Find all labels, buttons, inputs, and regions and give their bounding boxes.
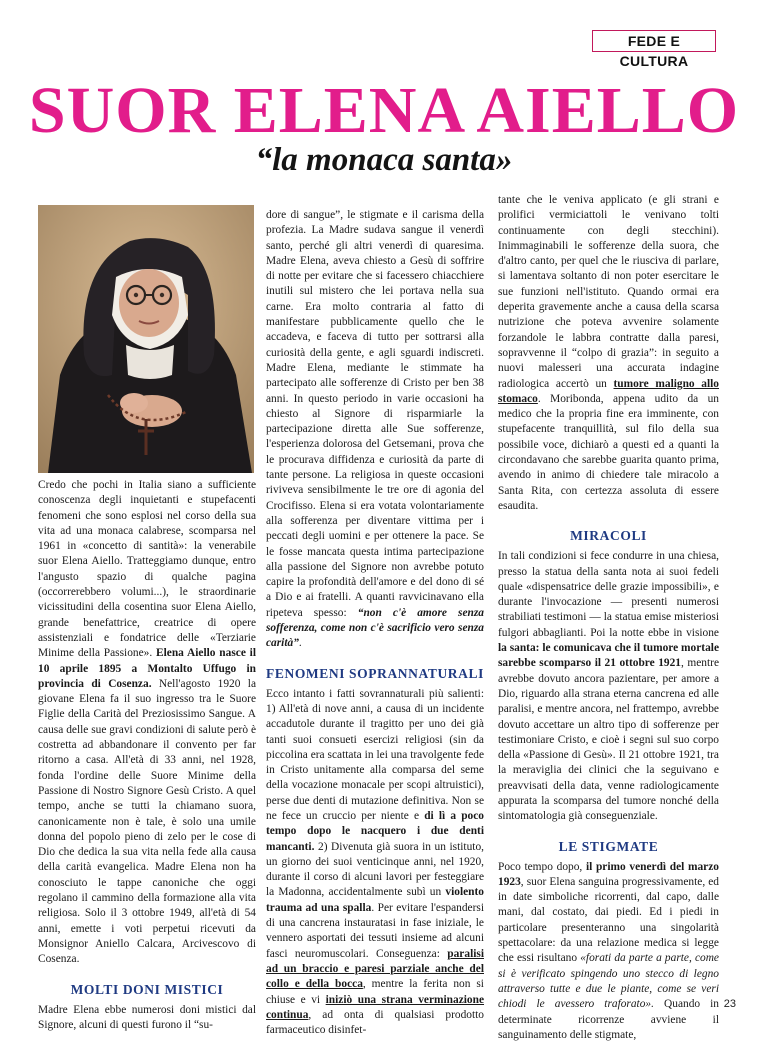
section-heading: FENOMENI SOPRANNATURALI: [266, 665, 484, 681]
portrait-photo: [38, 205, 254, 473]
paragraph: dore di sangue”, le stigmate e il carisma della profezia. La Madre sudava sangue il venerdì santo, perché gli altri venerdì di quaresima. Madre Elena, aveva chiesto a Gesù di soffrire di notte per evitare che si facessero chiacchiere inutili sul mistero che lei portava nella sua carne. Era molto contraria al fatto di manifestare pubblicamente quello che le accadeva, e faceva di tutto per sottrarsi alla curiosità della gente, e agli sguardi indiscreti. Madre Elena, mediante le stimmate ha partecipato alle sofferenze di Cristo per ben 38 anni. In questo periodo in varie occasioni ha chiesto al Signore di risparmiarle la partecipazione diretta alle Sue sofferenze, l'esperienza dolorosa del Getsemani, prova che le procurava diffidenza e curiosità da parte di tante persone. La religiosa in queste occasioni riviveva sensibilmente le tre ore di agonia del Crocifisso. Elena si era votata volontariamente alla sofferenza per diventare vittima per i peccati degli uomini e per ottenere la pace. Se le fosse mancata questa intima partecipazione alla passione del Signore non avrebbe potuto capire la profondità dell'amore e del dono di sé a Dio e ai fratelli. A quanti ravvicinavano ella ripeteva spesso: “non c'è amore senza sofferenza, come non c'è sacrificio vero senza carità”.: [266, 209, 484, 650]
paragraph: Madre Elena ebbe numerosi doni mistici dal Signore, alcuni di questi furono il “su-: [38, 1003, 256, 1031]
column-2: [266, 208, 484, 1038]
page-title: SUOR ELENA AIELLO: [28, 74, 740, 147]
section-heading: MOLTI DONI MISTICI: [70, 981, 224, 997]
paragraph: Poco tempo dopo, il primo venerdì del marzo 1923, suor Elena sanguina progressivamente, ed in date simboliche ricorrenti, dal capo, dalle mani, dal costato, dai piedi. Ed i piedi in particolare presenteranno una singolarità spettacolare: da una relazione medica si legge che essi risultano «forati da parte a parte, come si è verificato spingendo uno stecco di legno attraverso tutte e due le piante, come se veri chiodi le avessero traforato». Quando in determinate ricorrenze avviene il sanguinamento delle stigmate,: [498, 860, 719, 1041]
paragraph: In tali condizioni si fece condurre in una chiesa, presso la statua della santa nota ai suoi fedeli quale «dispensatrice delle grazie impossibili», e durante l'invocazione — presenti numerosi strabiliati testimoni — la statua emise misteriosi fulgori abbaglianti. Poi la notte ebbe in visione la santa: le comunicava che il tumore mortale sarebbe scomparso il 21 ottobre 1921, mentre avrebbe dovuto ancora pazientare, per amore a Dio, riguardo alla strana eterna cancrena ed alle paralisi, e mentre ancora, nel frattempo, avrebbe dovuto accettare un altro tipo di sofferenze per testimoniare Cristo, e cioè i segni sul suo corpo della «Passione di Gesù». Il 21 ottobre 1921, tra la meraviglia dei clinici che la seguivano e preavvisati della data, venne radiologicamente appurata la scomparsa del tumore nonché della sintomatologia già conseguenziale.: [498, 550, 719, 823]
column-3: [498, 193, 719, 1043]
paragraph: Ecco intanto i fatti sovrannaturali più salienti: 1) All'età di nove anni, a causa di un incidente accadutole durante il tragitto per uno dei già tanti suoi consueti esercizi religiosi (sin da piccolina era scattata in lei una travolgente fede in Cristo unitamente alla comparsa del seme della vocazione monacale per scopi altruistici), perse due denti di mutazione definitiva. Non se ne fece un cruccio per niente e di lì a poco tempo dopo le nacquero i due denti mancanti. 2) Divenuta già suora in un istituto, un giorno dei suoi venticinque anni, nel 1920, durante il corso di alcuni lavori per festeggiare la Madonna, accidentalmente subì un violento trauma ad una spalla. Per evitare l'espandersi di una cancrena instauratasi in fase iniziale, le vennero asportati dei tessuti insieme ad alcuni fasci neuromuscolari. Conseguenza: paralisi ad un braccio e paresi parziale anche del collo e della bocca, mentre la ferita non si chiuse e vi iniziò una strana verminazione continua, ad onta di qualsiasi prodotto farmaceutico disinfet-: [266, 687, 485, 1037]
paragraph: Credo che pochi in Italia siano a sufficiente conoscenza degli inquietanti e stupefacenti fenomeni che sono esplosi nel corso della sua vita ad una monaca calabrese, scomparsa nel 1961 in «concetto di santità»: la venerabile suor Elena Aiello. Tratteggiamo dunque, entro l'angusto spazio di qualche pagina (occorrerebbero volumi...), le straordinarie vicissitudini della cosentina suor Elena Aiello, grande benefattrice, creatrice di opere assistenziali e fondatrice delle «Terziarie Minime della Passione». Elena Aiello nasce il 10 aprile 1895 a Montalto Uffugo in provincia di Cosenza. Nell'agosto 1920 la giovane Elena fa il suo ingresso tra le Suore Figlie della Carità del Preziosissimo Sangue. A causa delle sue gravi condizioni di salute però è costretta ad abbandonare il convento per far ritorno a casa. All'età di 33 anni, nel 1928, fonda l'ordine delle Suore Minime della Passione di Nostro Signore Gesù Cristo. A quel tempo, anche se tutti la chiamano suora, canonicamente non è tale, è solo una umile donna del popolo pieno di zelo per le cose di Dio che dedica la sua vita nella fede alla causa della carità evangelica. Madre Elena non ha conosciuto le tappe canoniche che oggi regolano il cammino della formazione alla vita religiosa. Solo il 3 ottobre 1949, all'età di 54 anni, emette i voti perpetui ricevuti da Monsignor Aniello Calcara, Arcivescovo di Cosenza.: [38, 479, 257, 966]
column-1: [38, 478, 256, 1033]
paragraph: tante che le veniva applicato (e gli strani e prolifici vermiciattoli le venivano tolti continuamente con degli stecchini). Inimmaginabili le sofferenze della suora, che d'altro canto, per quel che le riusciva di parlare, si lamentava soltanto di non poter esercitare le sue funzioni nell'istituto. Quando ormai era deperita gravemente anche a causa della scarsa nutrizione che poteva avvenire solamente forzandole le labbra contratte dalla paresi, sopravvenne il “colpo di grazia”: in seguito a nuovi malesseri una accurata indagine radiologica accertò un tumore maligno allo stomaco. Moribonda, appena udito da un medico che la propria fine era imminente, con stupefacente tranquillità, sul filo della sua possibile voce, dichiarò a questi ed a quanti la circondavano che sarebbe guarita quanto prima, avendo in animo di chiedere tale miracolo a Santa Rita, con certezza assoluta di essere esaudita.: [498, 194, 720, 512]
section-tag: FEDE E CULTURA: [592, 30, 716, 52]
page-number: 23: [723, 998, 736, 1010]
section-heading: LE STIGMATE: [558, 838, 659, 854]
page-subtitle: “la monaca santa»: [255, 142, 513, 178]
section-heading: MIRACOLI: [570, 528, 647, 544]
